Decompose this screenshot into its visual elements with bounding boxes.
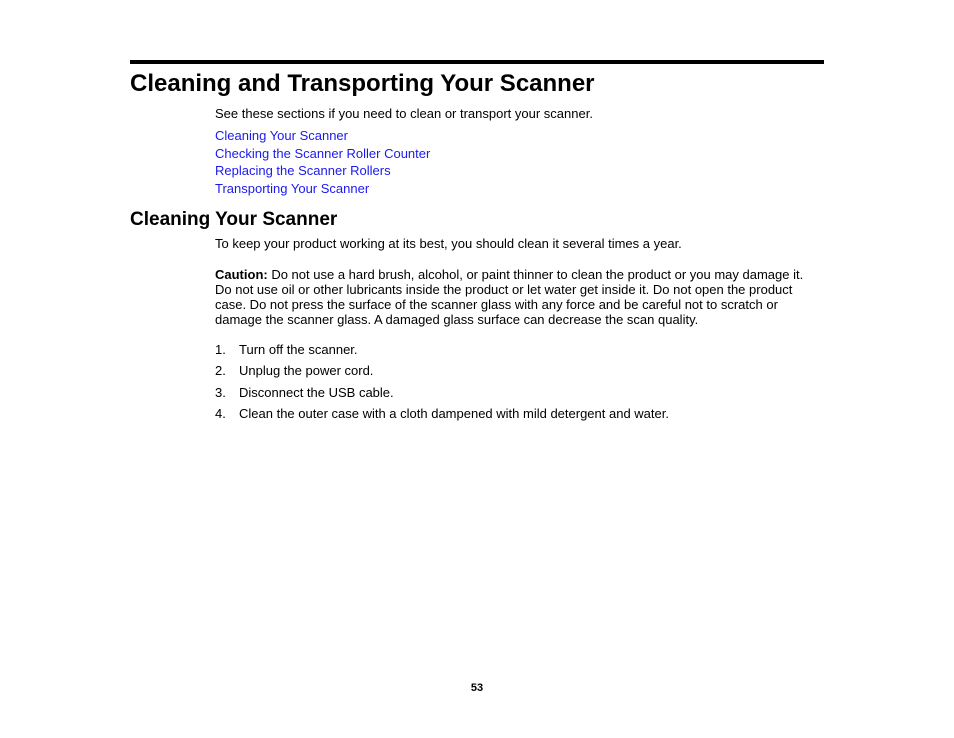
caution-note	[215, 267, 815, 327]
step-text: Disconnect the USB cable.	[239, 384, 394, 400]
link-replacing-rollers[interactable]: Replacing the Scanner Rollers	[215, 163, 391, 179]
step-number: 2.	[215, 363, 226, 379]
caution-label: Caution:	[215, 267, 268, 282]
step-item	[215, 363, 669, 384]
page-title: Cleaning and Transporting Your Scanner	[130, 70, 595, 97]
section-title: Cleaning Your Scanner	[130, 209, 338, 230]
page-intro: See these sections if you need to clean or transport your scanner.	[215, 106, 593, 121]
link-transporting-scanner[interactable]: Transporting Your Scanner	[215, 181, 370, 197]
step-number: 3.	[215, 384, 226, 400]
step-number: 1.	[215, 342, 226, 357]
page-number: 53	[470, 682, 484, 694]
link-item	[215, 127, 430, 145]
section-links	[215, 127, 430, 198]
section-intro: To keep your product working at its best, you should clean it several times a year.	[215, 236, 682, 251]
step-item	[215, 342, 669, 363]
link-item	[215, 162, 430, 180]
step-text: Turn off the scanner.	[239, 342, 358, 357]
caution-text: Do not use a hard brush, alcohol, or paint thinner to clean the product or you may damage it. Do not use oil or other lubricants inside the product or let water get inside it. Do not open the product case. Do not press the surface of the scanner glass with any force and be careful not to scratch or damage the scanner glass. A damaged glass surface can decrease the scan quality.	[215, 267, 804, 327]
link-cleaning-your-scanner[interactable]: Cleaning Your Scanner	[215, 128, 348, 143]
steps-list	[215, 342, 669, 427]
step-text: Clean the outer case with a cloth dampened with mild detergent and water.	[239, 405, 669, 421]
step-number: 4.	[215, 405, 226, 421]
step-text: Unplug the power cord.	[239, 363, 374, 379]
link-checking-roller-counter[interactable]: Checking the Scanner Roller Counter	[215, 145, 431, 161]
step-item	[215, 385, 669, 406]
link-item	[215, 145, 430, 163]
header-rule	[130, 60, 824, 64]
step-item	[215, 406, 669, 427]
link-item	[215, 180, 430, 198]
